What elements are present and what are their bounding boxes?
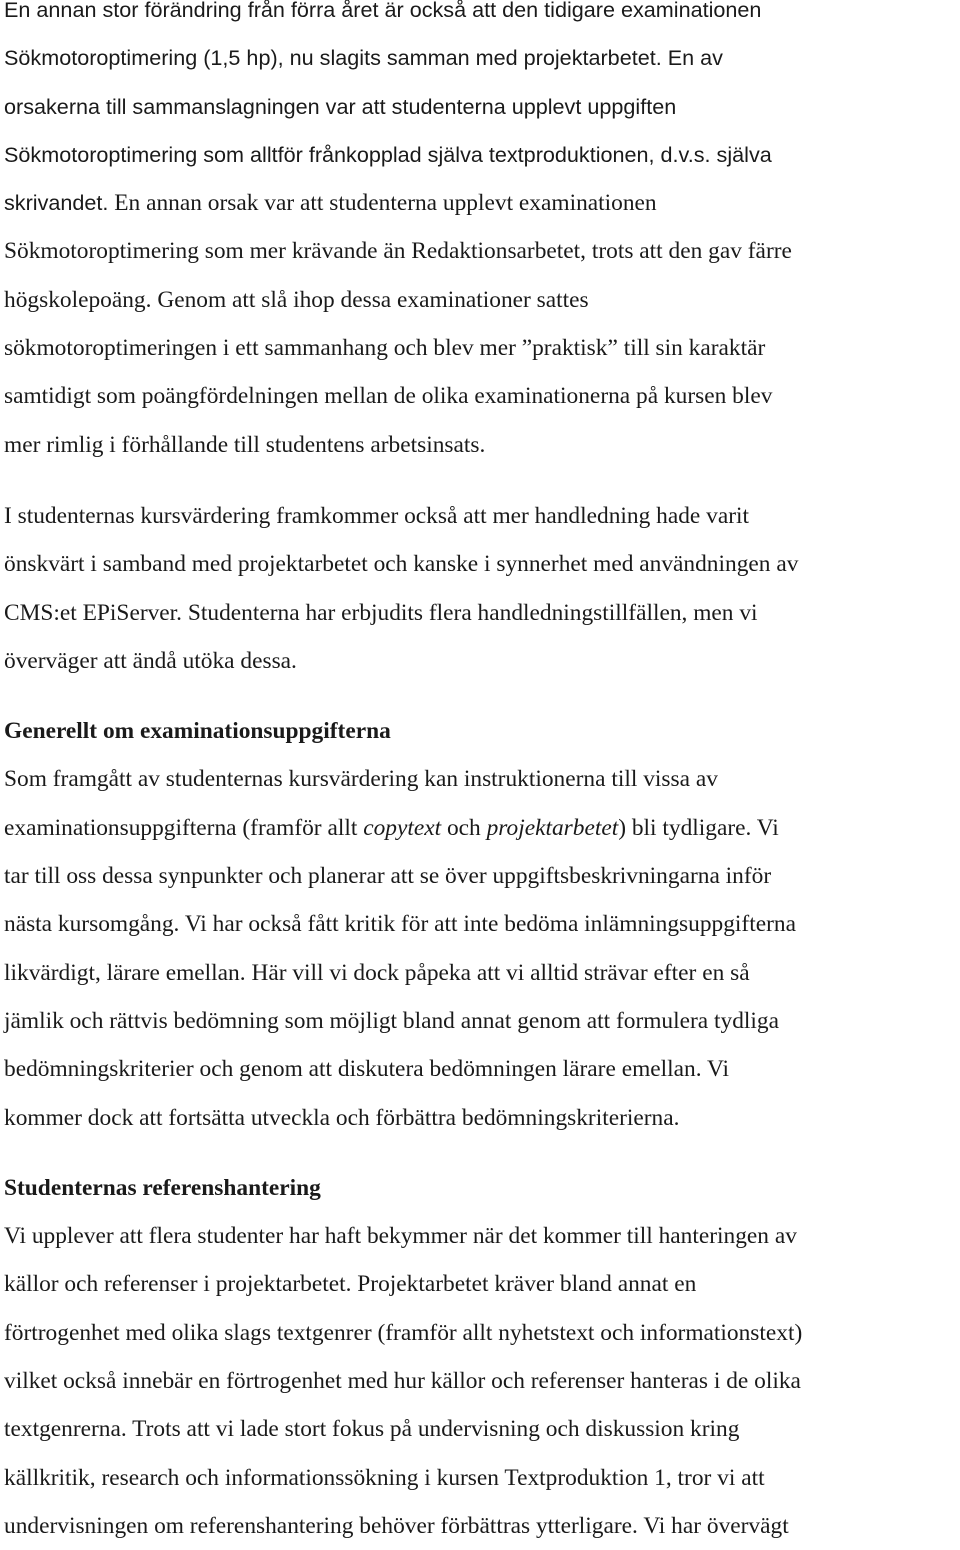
- text-line: CMS:et EPiServer. Studenterna har erbjudits flera handledningstillfällen, men vi: [4, 599, 758, 626]
- text-line: källkritik, research och informationssökning i kursen Textproduktion 1, tror vi att: [4, 1464, 765, 1491]
- text-line: Vi upplever att flera studenter har haft bekymmer när det kommer till hanteringen av: [4, 1223, 797, 1250]
- text-line: textgenrerna. Trots att vi lade stort fokus på undervisning och diskussion kring: [4, 1416, 740, 1443]
- text-run: En annan orsak var att studenterna upplevt examinationen: [108, 190, 657, 217]
- text-line: Sökmotoroptimering som alltför frånkopplad själva textproduktionen, d.v.s. själva: [4, 141, 772, 167]
- text-line: mer rimlig i förhållande till studentens arbetsinsats.: [4, 431, 486, 458]
- text-line: [4, 804, 954, 852]
- text-line: kommer dock att fortsätta utveckla och förbättra bedömningskriterierna.: [4, 1104, 680, 1131]
- text-line: förtrogenhet med olika slags textgenrer (framför allt nyhetstext och informationstext): [4, 1319, 803, 1346]
- text-run: och: [441, 814, 487, 841]
- paragraph-spacer: [4, 1142, 954, 1164]
- text-run: Genom att slå ihop dessa examinationer sattes: [151, 286, 589, 313]
- text-line: tar till oss dessa synpunkter och planerar att se över uppgiftsbeskrivningarna inför: [4, 863, 772, 890]
- text-run: ) bli tydligare. Vi: [618, 814, 779, 841]
- text-line: Som framgått av studenternas kursvärdering kan instruktionerna till vissa av: [4, 766, 718, 793]
- document-page: [4, 0, 954, 1550]
- paragraph-spacer: [4, 469, 954, 492]
- text-line: samtidigt som poängfördelningen mellan de olika examinationerna på kursen blev: [4, 383, 773, 410]
- text-line: Sökmotoroptimering som mer krävande än Redaktionsarbetet, trots att den gav färre: [4, 238, 792, 265]
- text-line: En annan stor förändring från förra året är också att den tidigare examinationen: [4, 0, 762, 22]
- emphasis-copytext: copytext: [363, 814, 442, 841]
- text-run: skrivandet.: [4, 190, 109, 216]
- text-line: överväger att ändå utöka dessa.: [4, 647, 297, 674]
- section-references: [4, 1164, 954, 1550]
- text-line: I studenternas kursvärdering framkommer också att mer handledning hade varit: [4, 502, 749, 529]
- text-line: [4, 276, 954, 324]
- text-line: [4, 179, 954, 227]
- section-exam-assignments: [4, 707, 954, 1142]
- paragraph-supervision: [4, 492, 954, 685]
- text-line: önskvärt i samband med projektarbetet och kanske i synnerhet med användningen av: [4, 551, 799, 578]
- text-run: examinationsuppgifterna (framför allt: [4, 814, 364, 841]
- paragraph-exam-merge: [4, 0, 954, 469]
- text-line: bedömningskriterier och genom att diskutera bedömningen lärare emellan. Vi: [4, 1056, 729, 1083]
- text-line: vilket också innebär en förtrogenhet med hur källor och referenser hanteras i de olika: [4, 1368, 801, 1395]
- text-line: likvärdigt, lärare emellan. Här vill vi dock påpeka att vi alltid strävar efter en så: [4, 959, 750, 986]
- emphasis-projektarbetet: projektarbetet: [486, 814, 619, 841]
- text-line: sökmotoroptimeringen i ett sammanhang och blev mer ”praktisk” till sin karaktär: [4, 335, 766, 362]
- text-line: undervisningen om referenshantering behöver förbättras ytterligare. Vi har övervägt: [4, 1512, 789, 1539]
- text-line: källor och referenser i projektarbetet. Projektarbetet kräver bland annat en: [4, 1271, 697, 1298]
- text-line: nästa kursomgång. Vi har också fått kritik för att inte bedöma inlämningsuppgifterna: [4, 911, 796, 938]
- text-run: högskolepoäng.: [4, 286, 152, 313]
- text-line: Sökmotoroptimering (1,5 hp), nu slagits samman med projektarbetet. En av: [4, 45, 723, 71]
- section-heading: Studenternas referenshantering: [4, 1174, 321, 1201]
- text-line: jämlik och rättvis bedömning som möjligt bland annat genom att formulera tydliga: [4, 1007, 779, 1034]
- section-heading: Generellt om examinationsuppgifterna: [4, 718, 391, 745]
- paragraph-spacer: [4, 685, 954, 707]
- text-line: orsakerna till sammanslagningen var att studenterna upplevt uppgiften: [4, 93, 677, 119]
